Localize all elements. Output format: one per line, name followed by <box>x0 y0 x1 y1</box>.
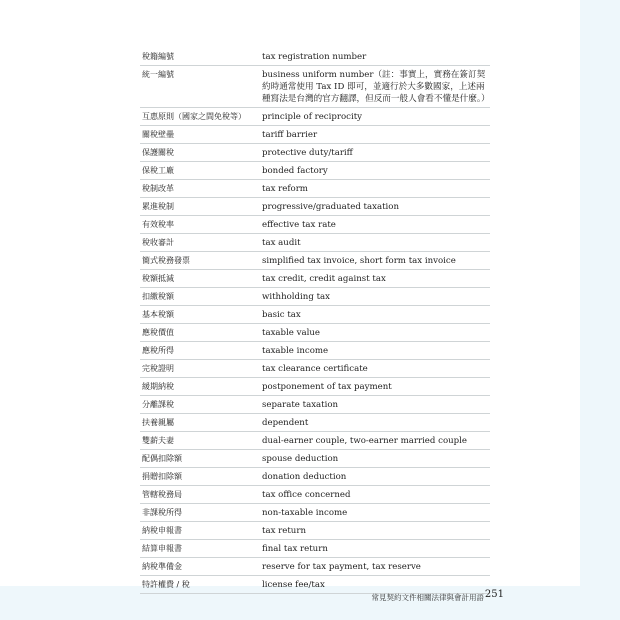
glossary-definition: tax credit, credit against tax <box>262 274 386 284</box>
glossary-definition: donation deduction <box>262 472 347 482</box>
glossary-definition: spouse deduction <box>262 454 339 464</box>
glossary-term: 完稅證明 <box>142 364 174 373</box>
page-number: 251 <box>484 589 504 600</box>
glossary-term: 雙薪夫妻 <box>142 436 174 445</box>
glossary-row <box>140 108 490 126</box>
glossary-term: 簡式稅務發票 <box>142 256 190 265</box>
glossary-definition: simplified tax invoice, short form tax invoice <box>262 256 456 266</box>
glossary-definition: final tax return <box>262 544 328 554</box>
glossary-term: 累進稅制 <box>142 202 174 211</box>
glossary-row <box>140 288 490 306</box>
glossary-definition: reserve for tax payment, tax reserve <box>262 562 421 572</box>
glossary-term: 管轄稅務局 <box>142 490 182 499</box>
glossary-term: 分離課稅 <box>142 400 174 409</box>
glossary-row <box>140 504 490 522</box>
glossary-row <box>140 66 490 108</box>
glossary-definition: withholding tax <box>262 292 330 302</box>
glossary-definition: tax reform <box>262 184 308 194</box>
glossary-term: 稅制改革 <box>142 184 174 193</box>
glossary-row <box>140 414 490 432</box>
glossary-definition: non-taxable income <box>262 508 348 518</box>
glossary-row <box>140 450 490 468</box>
glossary-row <box>140 558 490 576</box>
glossary-row <box>140 126 490 144</box>
glossary-definition: tariff barrier <box>262 130 318 140</box>
glossary-definition: taxable income <box>262 346 329 356</box>
glossary-definition: bonded factory <box>262 166 328 176</box>
glossary-definition: separate taxation <box>262 400 339 410</box>
glossary-row <box>140 162 490 180</box>
glossary-term: 保稅工廠 <box>142 166 174 175</box>
glossary-row <box>140 342 490 360</box>
glossary-term: 應稅所得 <box>142 346 174 355</box>
glossary-term: 保護關稅 <box>142 148 174 157</box>
glossary-row <box>140 396 490 414</box>
footer-title: 常見契約文件相關法律與會計用語 <box>371 593 484 602</box>
glossary-term: 稅額抵減 <box>142 274 174 283</box>
glossary-term: 納稅準備金 <box>142 562 182 571</box>
glossary-row <box>140 198 490 216</box>
glossary-term: 納稅申報書 <box>142 526 182 535</box>
glossary-definition: effective tax rate <box>262 220 336 230</box>
glossary-term: 扶養親屬 <box>142 418 174 427</box>
glossary-row <box>140 540 490 558</box>
glossary-definition: protective duty/tariff <box>262 148 353 158</box>
glossary-term: 非課稅所得 <box>142 508 182 517</box>
glossary-definition: taxable value <box>262 328 320 338</box>
glossary-row <box>140 324 490 342</box>
glossary-row <box>140 486 490 504</box>
glossary-term: 緩期納稅 <box>142 382 174 391</box>
glossary-row <box>140 216 490 234</box>
glossary-term: 稅籍編號 <box>142 52 174 61</box>
glossary-definition: principle of reciprocity <box>262 112 363 122</box>
glossary-term: 互惠原則（國家之間免稅等） <box>142 112 246 121</box>
glossary-definition: license fee/tax <box>262 580 325 590</box>
glossary-definition: progressive/graduated taxation <box>262 202 400 212</box>
glossary-row <box>140 522 490 540</box>
glossary-term: 配偶扣除額 <box>142 454 182 463</box>
glossary-term: 稅收審計 <box>142 238 174 247</box>
glossary-definition: tax registration number <box>262 52 367 62</box>
glossary-row <box>140 252 490 270</box>
glossary-row <box>140 306 490 324</box>
glossary-term: 扣繳稅額 <box>142 292 174 301</box>
glossary-table <box>140 48 490 594</box>
glossary-definition: tax clearance certificate <box>262 364 368 374</box>
glossary-definition: business uniform number（註：事實上，實務在簽訂契約時通常使用 Tax ID 即可，並適行於大多數國家，上述兩種寫法是台灣的官方翻譯，但反而一般人會看不懂是什麼。） <box>262 70 490 104</box>
glossary-row <box>140 48 490 66</box>
glossary-term: 基本稅額 <box>142 310 174 319</box>
glossary-definition: dependent <box>262 418 309 428</box>
glossary-definition: dual-earner couple, two-earner married couple <box>262 436 467 446</box>
glossary-row <box>140 180 490 198</box>
glossary-row <box>140 270 490 288</box>
glossary-definition: tax office concerned <box>262 490 351 500</box>
glossary-row <box>140 360 490 378</box>
glossary-row <box>140 234 490 252</box>
page-footer <box>0 586 580 620</box>
glossary-row <box>140 144 490 162</box>
glossary-row <box>140 432 490 450</box>
glossary-definition: basic tax <box>262 310 301 320</box>
glossary-term: 應稅價值 <box>142 328 174 337</box>
glossary-term: 關稅壁壘 <box>142 130 174 139</box>
glossary-term: 統一編號 <box>142 70 174 79</box>
glossary-definition: tax audit <box>262 238 301 248</box>
glossary-term: 特許權費 / 稅 <box>142 580 190 589</box>
glossary-term: 捐贈扣除額 <box>142 472 182 481</box>
glossary-row <box>140 378 490 396</box>
glossary-definition: postponement of tax payment <box>262 382 392 392</box>
glossary-term: 結算申報書 <box>142 544 182 553</box>
glossary-definition: tax return <box>262 526 306 536</box>
glossary-term: 有效稅率 <box>142 220 174 229</box>
glossary-row <box>140 468 490 486</box>
